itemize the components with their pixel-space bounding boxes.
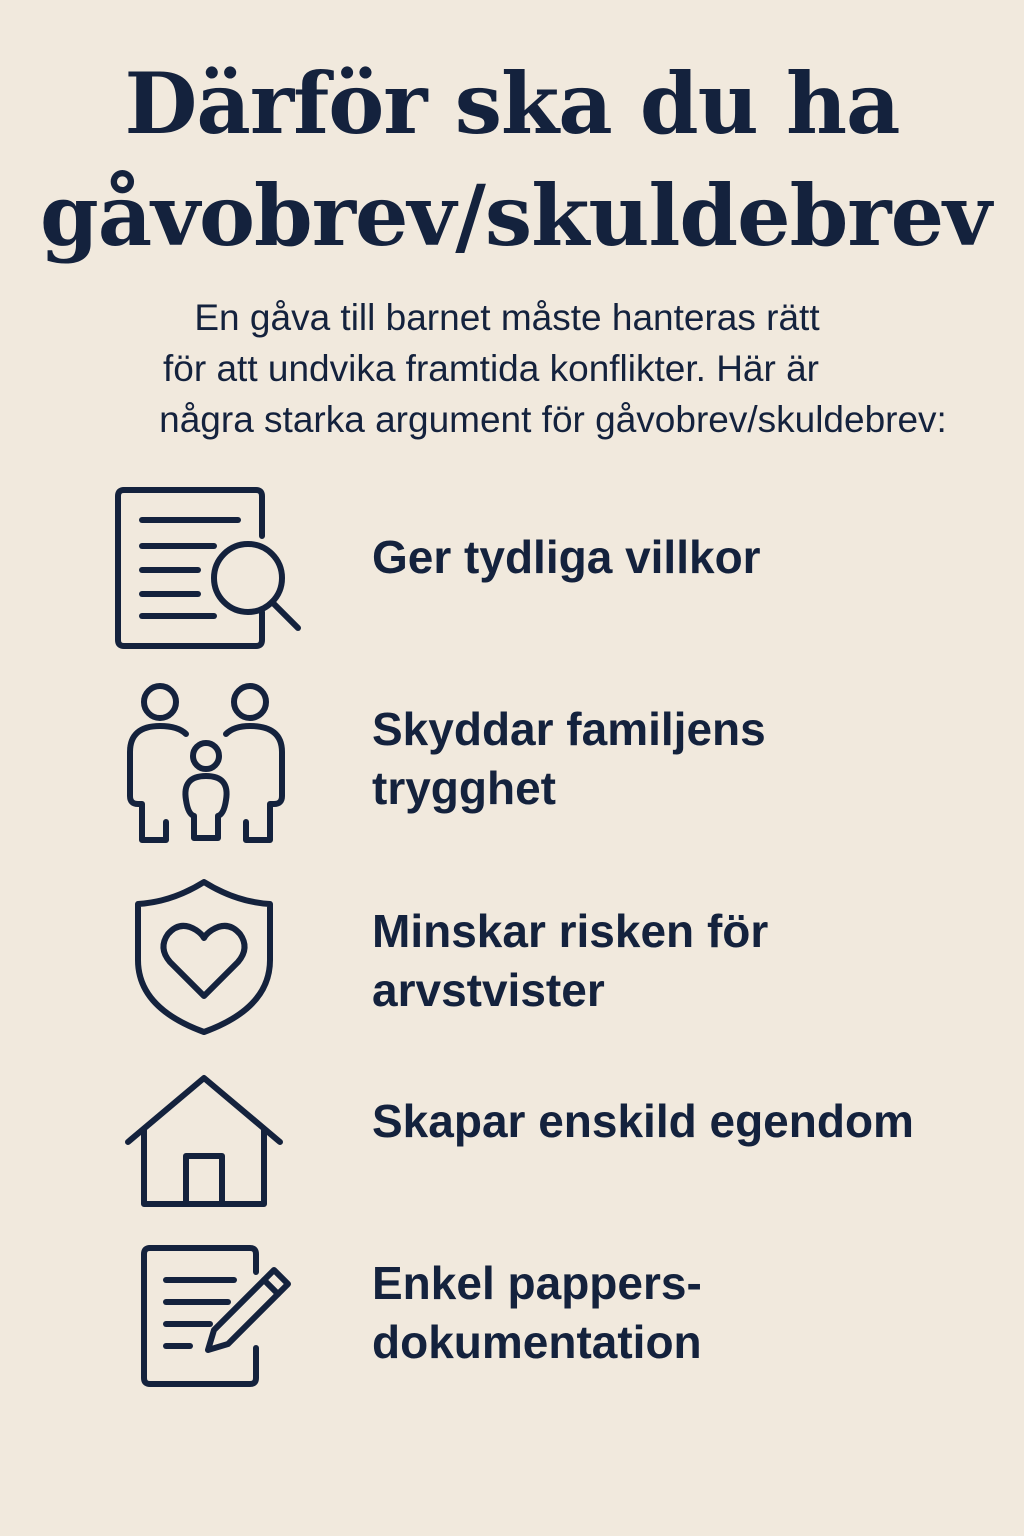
page-title — [40, 48, 991, 272]
benefit-label-line: trygghet — [372, 762, 556, 814]
benefit-label-line: dokumentation — [372, 1316, 702, 1368]
benefit-label-line: Minskar risken för — [372, 905, 769, 957]
family-icon — [110, 672, 310, 852]
benefit-label — [372, 528, 992, 587]
house-icon — [110, 1066, 310, 1246]
benefit-label — [372, 902, 992, 1020]
intro-line-2: för att undvika framtida konflikter. Här är — [163, 348, 819, 389]
document-pen-icon — [110, 1238, 310, 1418]
benefit-label-line: arvstvister — [372, 964, 605, 1016]
intro-line-1: En gåva till barnet måste hanteras rätt — [194, 297, 820, 338]
benefit-label-line: Skyddar familjens — [372, 703, 766, 755]
benefit-label-line: Ger tydliga villkor — [372, 531, 761, 583]
benefit-label-line: Enkel pappers- — [372, 1257, 702, 1309]
document-search-icon — [110, 480, 310, 660]
title-line-1: Därför ska du ha — [124, 54, 900, 153]
benefit-label — [372, 1254, 992, 1372]
intro-text — [40, 292, 984, 445]
intro-line-3: några starka argument för gåvobrev/skuldebrev: — [159, 399, 947, 440]
benefit-label-line: Skapar enskild egendom — [372, 1095, 914, 1147]
benefit-label — [372, 700, 992, 818]
title-line-2: gåvobrev/skuldebrev — [40, 166, 991, 265]
shield-heart-icon — [110, 872, 310, 1052]
benefit-label — [372, 1092, 992, 1151]
